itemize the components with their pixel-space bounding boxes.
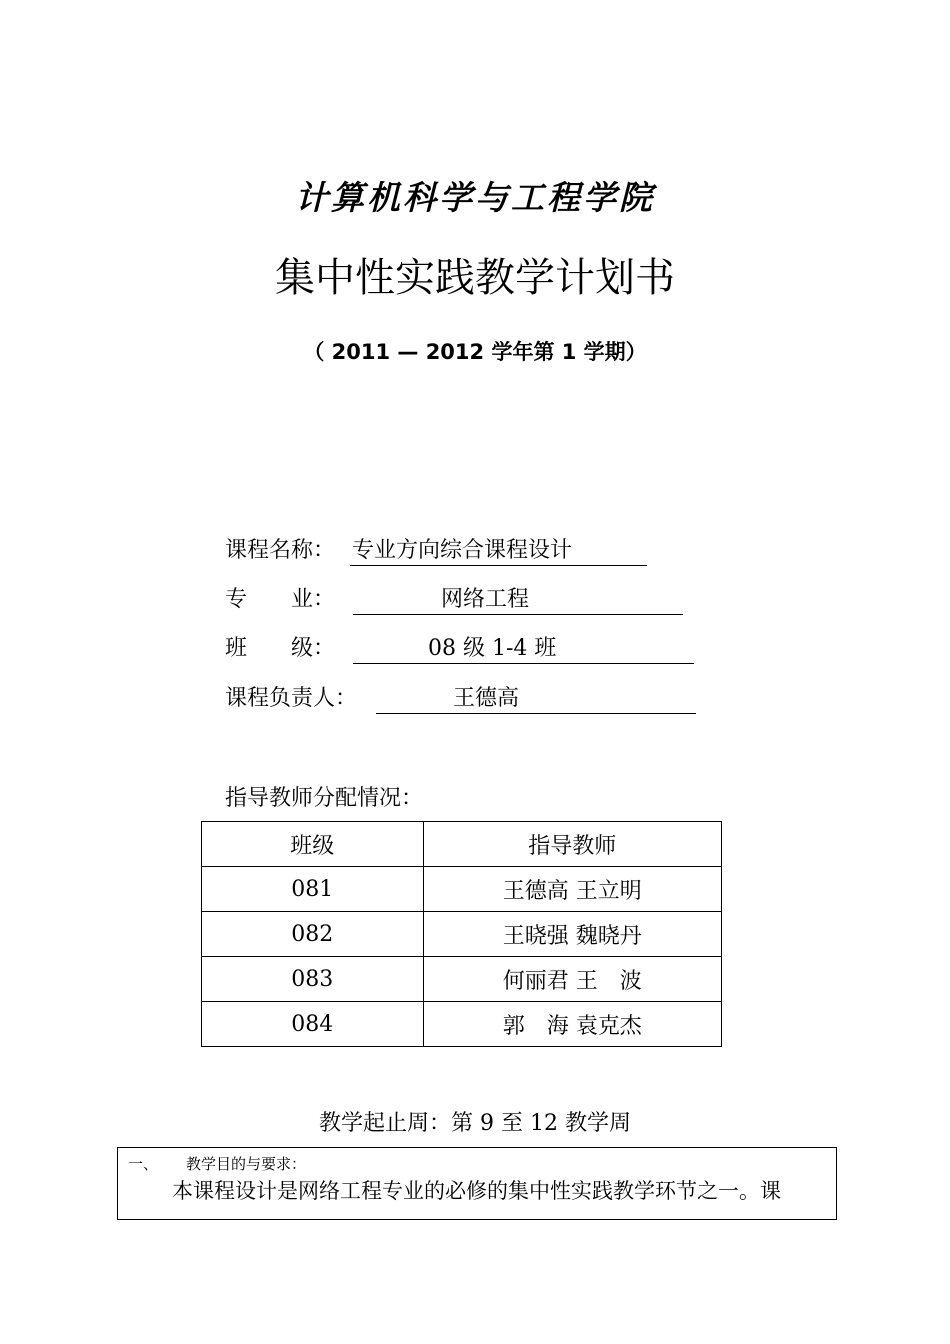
major-label: 专 业： (225, 587, 336, 612)
course-name-value: 专业方向综合课程设计 (352, 538, 573, 563)
table-row (202, 957, 722, 1002)
instructor-label: 课程负责人： (225, 686, 358, 711)
section-number: 一、 (128, 1155, 159, 1173)
header-teachers: 指导教师 (423, 822, 721, 867)
major-value: 网络工程 (441, 587, 530, 612)
teaching-weeks: 教学起止周：第 9 至 12 教学周 (319, 1111, 631, 1136)
college-name: 计算机科学与工程学院 (295, 178, 655, 217)
teaching-goals-box (117, 1147, 837, 1220)
header-class: 班级 (202, 822, 424, 867)
document-title: 集中性实践教学计划书 (275, 255, 675, 301)
academic-term: （ 2011 — 2012 学年第 1 学期） (303, 340, 647, 364)
class-cell: 081 (202, 867, 424, 912)
table-row (202, 912, 722, 957)
teachers-cell: 何丽君 王 波 (423, 957, 721, 1002)
class-underline (353, 633, 694, 664)
course-name-underline (350, 535, 647, 566)
teachers-cell: 郭 海 袁克杰 (423, 1002, 721, 1047)
teachers-cell: 王德高 王立明 (423, 867, 721, 912)
class-label: 班 级： (225, 636, 336, 661)
instructor-value: 王德高 (453, 686, 520, 711)
section-title: 教学目的与要求： (186, 1155, 307, 1173)
section-heading (128, 1154, 306, 1174)
course-name-label: 课程名称： (225, 538, 336, 563)
allocation-label: 指导教师分配情况： (225, 786, 424, 811)
class-cell: 083 (202, 957, 424, 1002)
instructor-underline (376, 683, 696, 714)
class-cell: 082 (202, 912, 424, 957)
class-value: 08 级 1-4 班 (428, 636, 557, 661)
teacher-allocation-table (201, 821, 722, 1047)
class-cell: 084 (202, 1002, 424, 1047)
section-text: 本课程设计是网络工程专业的必修的集中性实践教学环节之一。课 (172, 1179, 781, 1203)
major-underline (353, 584, 683, 615)
teachers-cell: 王晓强 魏晓丹 (423, 912, 721, 957)
table-row (202, 867, 722, 912)
table-header-row (202, 822, 722, 867)
table-row (202, 1002, 722, 1047)
